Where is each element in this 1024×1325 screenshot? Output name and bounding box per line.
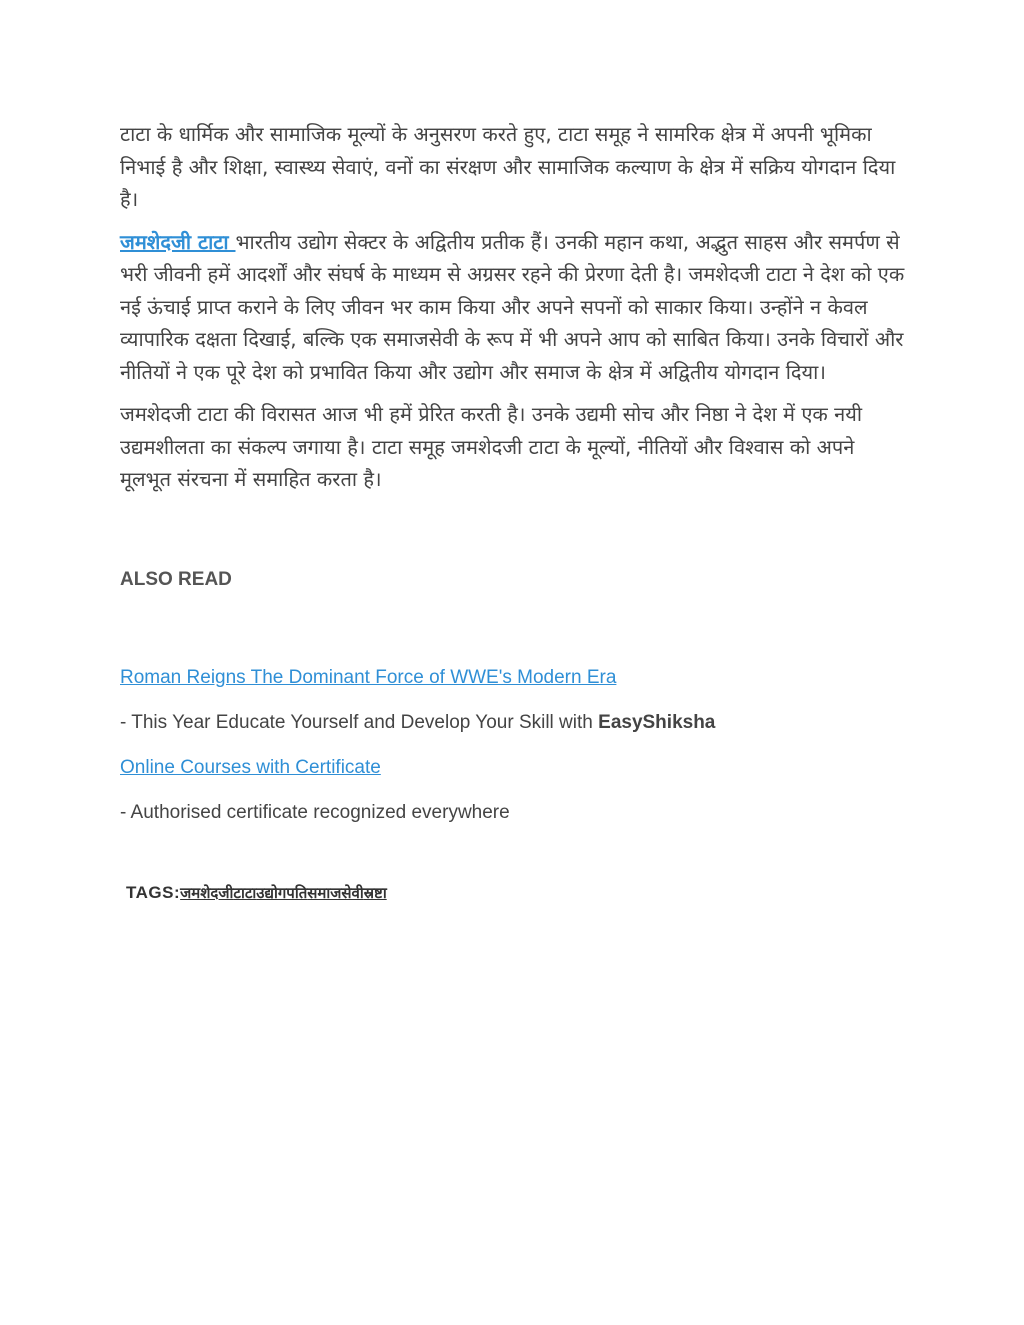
related-link-line-1 bbox=[120, 666, 910, 690]
tag-link[interactable]: टाटा bbox=[233, 883, 257, 902]
promo-line-1 bbox=[120, 711, 910, 735]
tags-label: TAGS: bbox=[126, 882, 181, 902]
tag-link[interactable]: जमशेदजी bbox=[180, 883, 234, 902]
paragraph-3: जमशेदजी टाटा की विरासत आज भी हमें प्रेरित करती है। उनके उद्यमी सोच और निष्ठा ने देश में एक नयी उद्यमशीलता का संकल्प जगाया है। टाटा समूह जमशेदजी टाटा के मूल्यों, नीतियों और विश्वास को अपने मूलभूत संरचना में समाहित करता है। bbox=[120, 402, 863, 491]
also-read-heading: ALSO READ bbox=[120, 568, 232, 590]
roman-reigns-link[interactable]: Roman Reigns The Dominant Force of WWE's Modern Era bbox=[120, 666, 617, 688]
article-body bbox=[120, 118, 910, 904]
easyshiksha-brand: EasyShiksha bbox=[598, 711, 716, 733]
promo-text-1: - This Year Educate Yourself and Develop Your Skill with bbox=[120, 711, 599, 733]
paragraph-2 bbox=[120, 226, 910, 389]
related-link-line-2 bbox=[120, 756, 910, 780]
online-courses-link[interactable]: Online Courses with Certificate bbox=[120, 756, 381, 778]
tag-link[interactable]: उद्योगपति bbox=[256, 883, 308, 902]
promo-line-2: - Authorised certificate recognized everywhere bbox=[120, 801, 510, 823]
paragraph-2-text: भारतीय उद्योग सेक्टर के अद्वितीय प्रतीक हैं। उनकी महान कथा, अद्भुत साहस और समर्पण से भरी जीवनी हमें आदर्शों और संघर्ष के माध्यम से अग्रसर रहने की प्रेरणा देती है। जमशेदजी टाटा ने देश को एक नई ऊंचाई प्राप्त कराने के लिए जीवन भर काम किया और अपने सपनों को साकार किया। उन्होंने न केवल व्यापारिक दक्षता दिखाई, बल्कि एक समाजसेवी के रूप में भी अपने आप को साबित किया। उनके विचारों और नीतियों ने एक पूरे देश को प्रभावित किया और उद्योग और समाज के क्षेत्र में अद्वितीय योगदान दिया। bbox=[120, 229, 905, 384]
tags-line bbox=[120, 882, 910, 904]
jamsetji-tata-link[interactable]: जमशेदजी टाटा bbox=[120, 229, 236, 254]
tag-link[interactable]: स्रष्टा bbox=[363, 883, 387, 902]
tag-link[interactable]: समाजसेवी bbox=[307, 883, 364, 902]
paragraph-1: टाटा के धार्मिक और सामाजिक मूल्यों के अनुसरण करते हुए, टाटा समूह ने सामरिक क्षेत्र में अपनी भूमिका निभाई है और शिक्षा, स्वास्थ्य सेवाएं, वनों का संरक्षण और सामाजिक कल्याण के क्षेत्र में सक्रिय योगदान दिया है। bbox=[120, 122, 896, 211]
